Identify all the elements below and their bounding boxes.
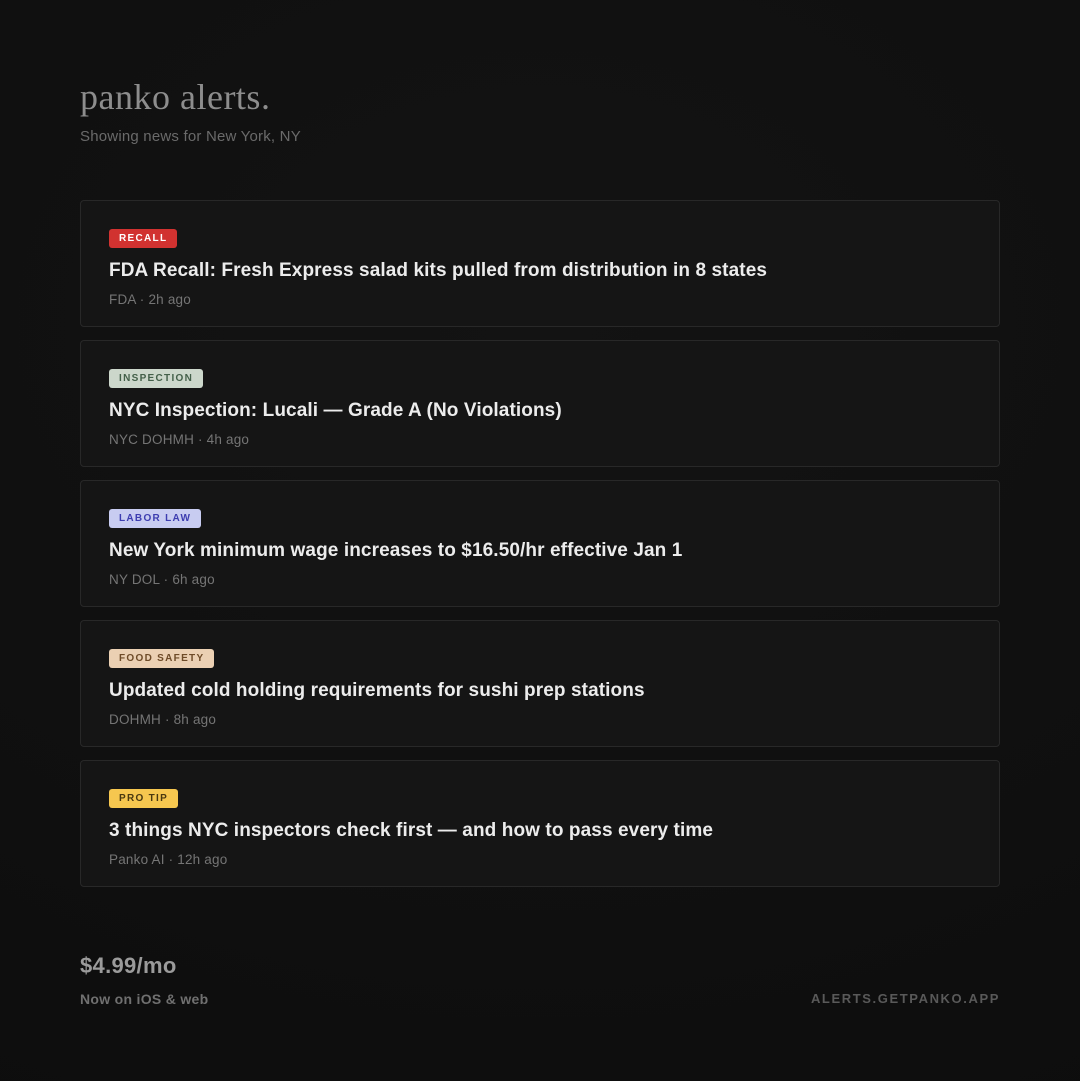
category-badge: FOOD SAFETY xyxy=(109,649,214,668)
alert-card-pro-tip[interactable] xyxy=(80,760,1000,887)
footer-left xyxy=(80,953,208,1007)
category-badge: LABOR LAW xyxy=(109,509,201,528)
alert-headline: FDA Recall: Fresh Express salad kits pulled from distribution in 8 states xyxy=(109,260,768,281)
category-badge: RECALL xyxy=(109,229,177,248)
header xyxy=(80,0,1000,145)
location-subtitle: Showing news for New York, NY xyxy=(80,128,301,145)
app-title: panko alerts. xyxy=(80,77,271,117)
alert-headline: New York minimum wage increases to $16.50/hr effective Jan 1 xyxy=(109,540,683,561)
alert-card-inspection[interactable] xyxy=(80,340,1000,467)
alert-meta: Panko AI · 12h ago xyxy=(109,851,228,867)
alert-meta: FDA · 2h ago xyxy=(109,291,191,307)
alert-headline: NYC Inspection: Lucali — Grade A (No Violations) xyxy=(109,400,562,421)
alert-card-recall[interactable] xyxy=(80,200,1000,327)
alert-meta: NYC DOHMH · 4h ago xyxy=(109,431,250,447)
category-badge: PRO TIP xyxy=(109,789,178,808)
alert-feed xyxy=(80,200,1000,887)
alert-headline: 3 things NYC inspectors check first — and how to pass every time xyxy=(109,820,714,841)
alert-meta: NY DOL · 6h ago xyxy=(109,571,215,587)
alert-card-food-safety[interactable] xyxy=(80,620,1000,747)
footer xyxy=(80,953,1000,1007)
availability-label: Now on iOS & web xyxy=(80,991,209,1007)
category-badge: INSPECTION xyxy=(109,369,203,388)
app-url: ALERTS.GETPANKO.APP xyxy=(810,991,1000,1006)
alert-card-labor-law[interactable] xyxy=(80,480,1000,607)
alert-headline: Updated cold holding requirements for sushi prep stations xyxy=(109,680,645,701)
alert-meta: DOHMH · 8h ago xyxy=(109,711,217,727)
price-label: $4.99/mo xyxy=(80,953,177,978)
